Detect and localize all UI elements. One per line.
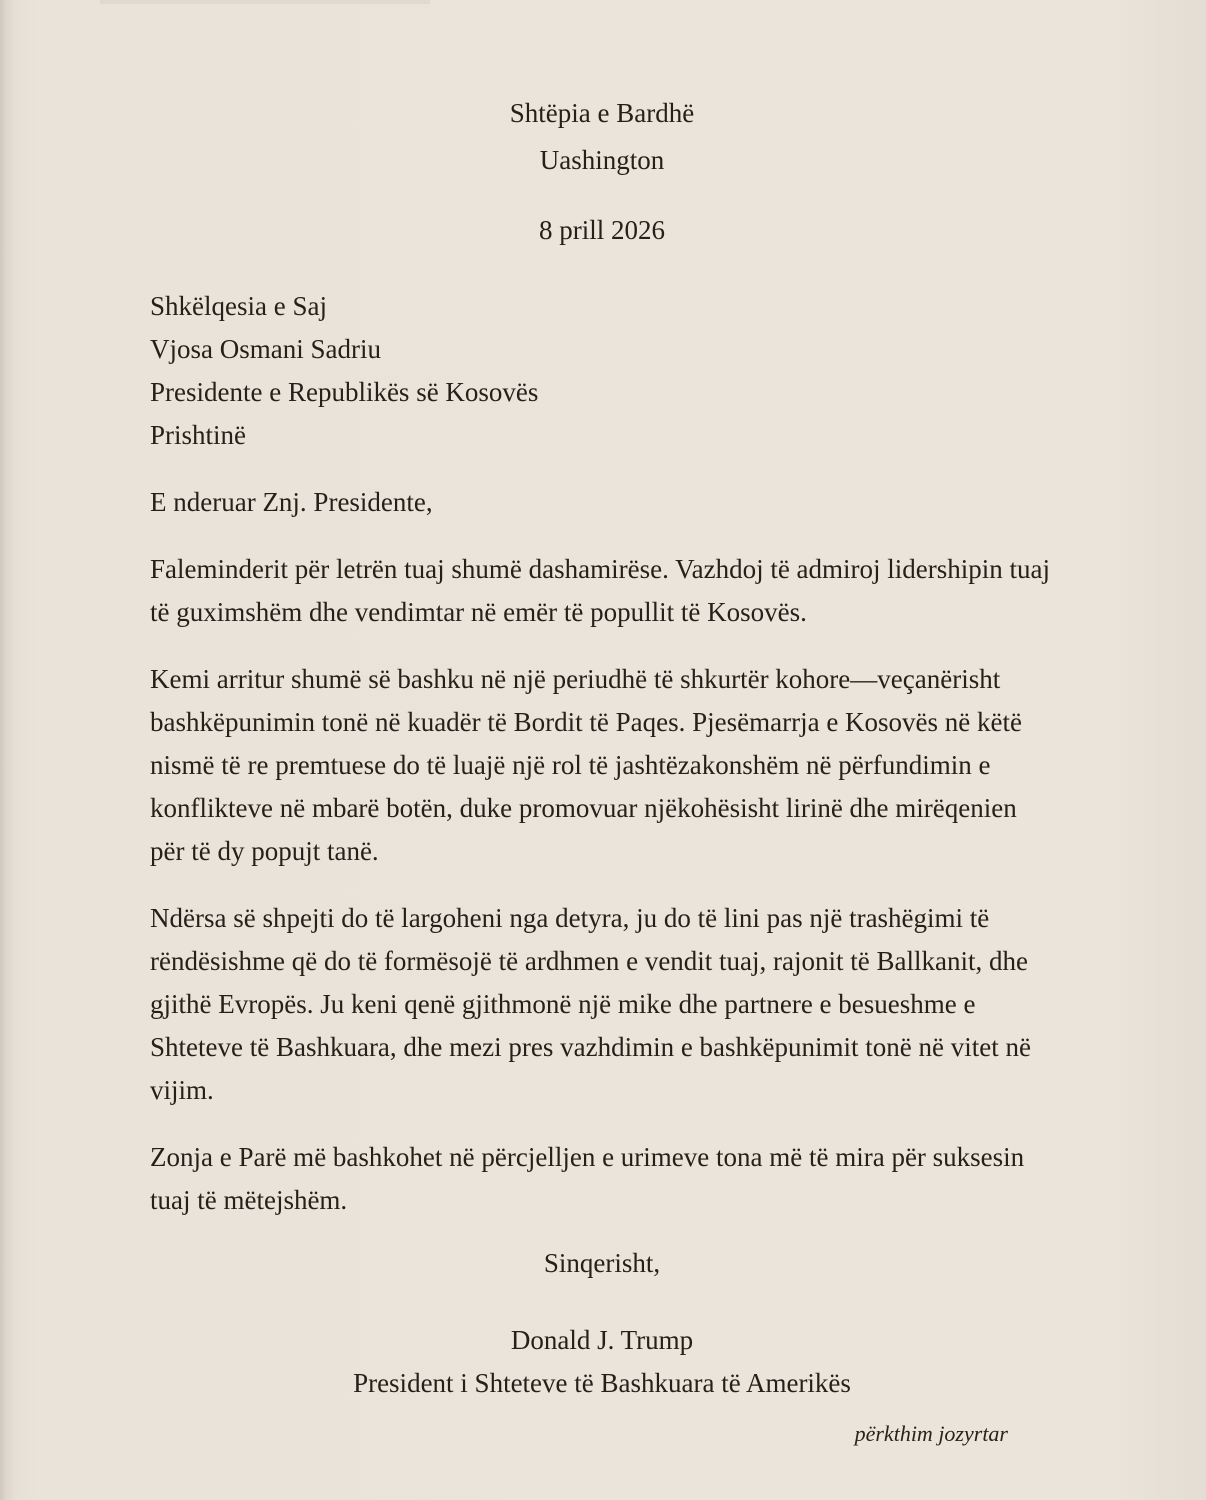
- recipient-name: Vjosa Osmani Sadriu: [150, 334, 381, 364]
- letterhead-line-1: Shtëpia e Bardhë: [509, 98, 695, 128]
- signatory-name: Donald J. Trump: [510, 1325, 694, 1355]
- recipient-honorific: Shkëlqesia e Saj: [150, 291, 327, 321]
- body-paragraph-4: Zonja e Parë më bashkohet në përcjelljen e urimeve tona më të mira për suksesin tuaj të mëtejshëm.: [150, 1142, 1025, 1215]
- recipient-city: Prishtinë: [150, 420, 247, 450]
- body-paragraph-1: Faleminderit për letrën tuaj shumë dashamirëse. Vazhdoj të admiroj lidershipin tuaj të guximshëm dhe vendimtar në emër të popullit të Kosovës.: [150, 554, 1051, 627]
- letter-date: 8 prill 2026: [539, 215, 665, 245]
- recipient-block: [150, 285, 1054, 457]
- valediction: Sinqerisht,: [543, 1248, 661, 1278]
- letterhead: [150, 90, 1054, 184]
- translation-note: përkthim jozyrtar: [854, 1421, 1008, 1446]
- salutation: E nderuar Znj. Presidente,: [150, 487, 433, 517]
- signatory-title: President i Shteteve të Bashkuara të Amerikës: [353, 1368, 851, 1398]
- recipient-title: Presidente e Republikës së Kosovës: [150, 377, 539, 407]
- body-paragraph-2: Kemi arritur shumë së bashku në një periudhë të shkurtër kohore—veçanërisht bashkëpunimin tonë në kuadër të Bordit të Paqes. Pjesëmarrja e Kosovës në këtë nismë të re premtuese do të luajë një rol të jashtëzakonshëm në përfundimin e konflikteve në mbarë botën, duke promovuar njëkohësisht lirinë dhe mirëqenien për të dy popujt tanë.: [150, 664, 1023, 866]
- letterhead-line-2: Uashington: [539, 145, 665, 175]
- body-paragraph-3: Ndërsa së shpejti do të largoheni nga detyra, ju do të lini pas një trashëgimi të rëndësishme që do të formësojë të ardhmen e vendit tuaj, rajonit të Ballkanit, dhe gjithë Evropës. Ju keni qenë gjithmonë një mike dhe partnere e besueshme e Shteteve të Bashkuara, dhe mezi pres vazhdimin e bashkëpunimit tonë në vitet në vijim.: [150, 903, 1031, 1105]
